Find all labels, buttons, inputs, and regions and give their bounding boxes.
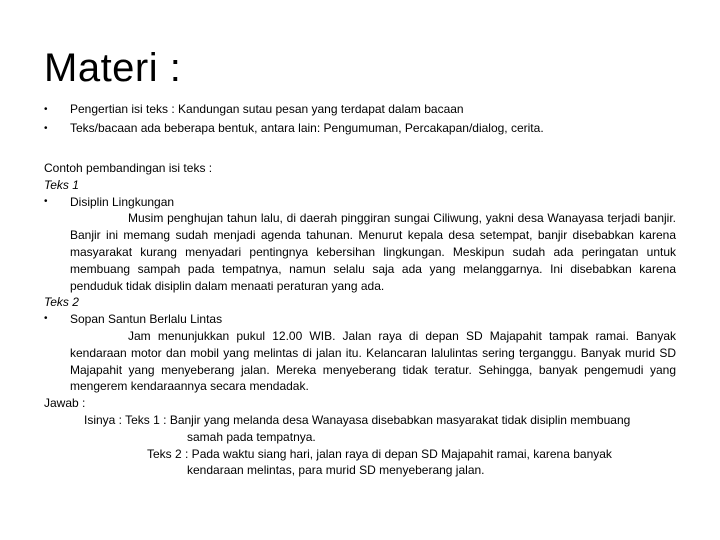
contoh-heading: Contoh pembandingan isi teks : [44,161,213,175]
bullet-dot-icon: • [44,123,48,134]
bullet-dot-icon: • [44,313,48,325]
teks2-paragraph: Jam menunjukkan pukul 12.00 WIB. Jalan raya di depan SD Majapahit tampak ramai. Banyak kendaraan motor dan mobil yang melintas di jalan itu. Kelancaran lalulintas sering terganggu. Banyak murid SD Majapahit yang menyeberang jalan. Mereka menyeberang tidak teratur. Sehingga, banyak pengemudi yang mengerem kendaraannya secara mendadak. [70,328,676,394]
bullet-dot-icon: • [44,104,48,115]
definition-bullets [44,100,684,138]
example-content [44,160,676,479]
bullet-dot-icon: • [44,195,48,207]
bullet-text: Pengertian isi teks : Kandungan sutau pesan yang terdapat dalam bacaan [70,102,464,116]
bullet-text: Teks/bacaan ada beberapa bentuk, antara lain: Pengumuman, Percakapan/dialog, cerita. [70,121,544,135]
jawab-line-1: Isinya : Teks 1 : Banjir yang melanda desa Wanayasa disebabkan masyarakat tidak disiplin membuang [84,412,631,427]
jawab-line-2-cont: kendaraan melintas, para murid SD menyeberang jalan. [187,463,485,478]
teks2-label: Teks 2 [44,295,79,310]
jawab-label: Jawab : [44,396,86,411]
teks1-label: Teks 1 [44,177,79,192]
jawab-line-2: Teks 2 : Pada waktu siang hari, jalan raya di depan SD Majapahit ramai, karena banyak [147,446,612,461]
jawab-line-1-cont: samah pada tempatnya. [187,429,316,444]
teks2-topic: Sopan Santun Berlalu Lintas [70,312,223,327]
bullet-item [44,100,684,119]
teks1-topic: Disiplin Lingkungan [70,194,175,209]
slide-title: Materi : [44,46,182,90]
bullet-item [44,119,684,138]
teks2-topic-row [44,311,676,328]
teks1-topic-row [44,194,676,211]
teks1-paragraph: Musim penghujan tahun lalu, di daerah pinggiran sungai Ciliwung, yakni desa Wanayasa terjadi banjir. Banjir ini memang sudah menjadi agenda tahunan. Menurut kepala desa setempat, banjir disebabkan karena masyarakat kurang menyadari pentingnya kebersihan lingkungan. Meskipun sudah ada peringatan untuk membuang sampah pada tempatnya, namun selalu saja ada yang melanggarnya. Ini disebabkan karena penduduk tidak disiplin dalam menaati peraturan yang ada. [70,211,676,293]
